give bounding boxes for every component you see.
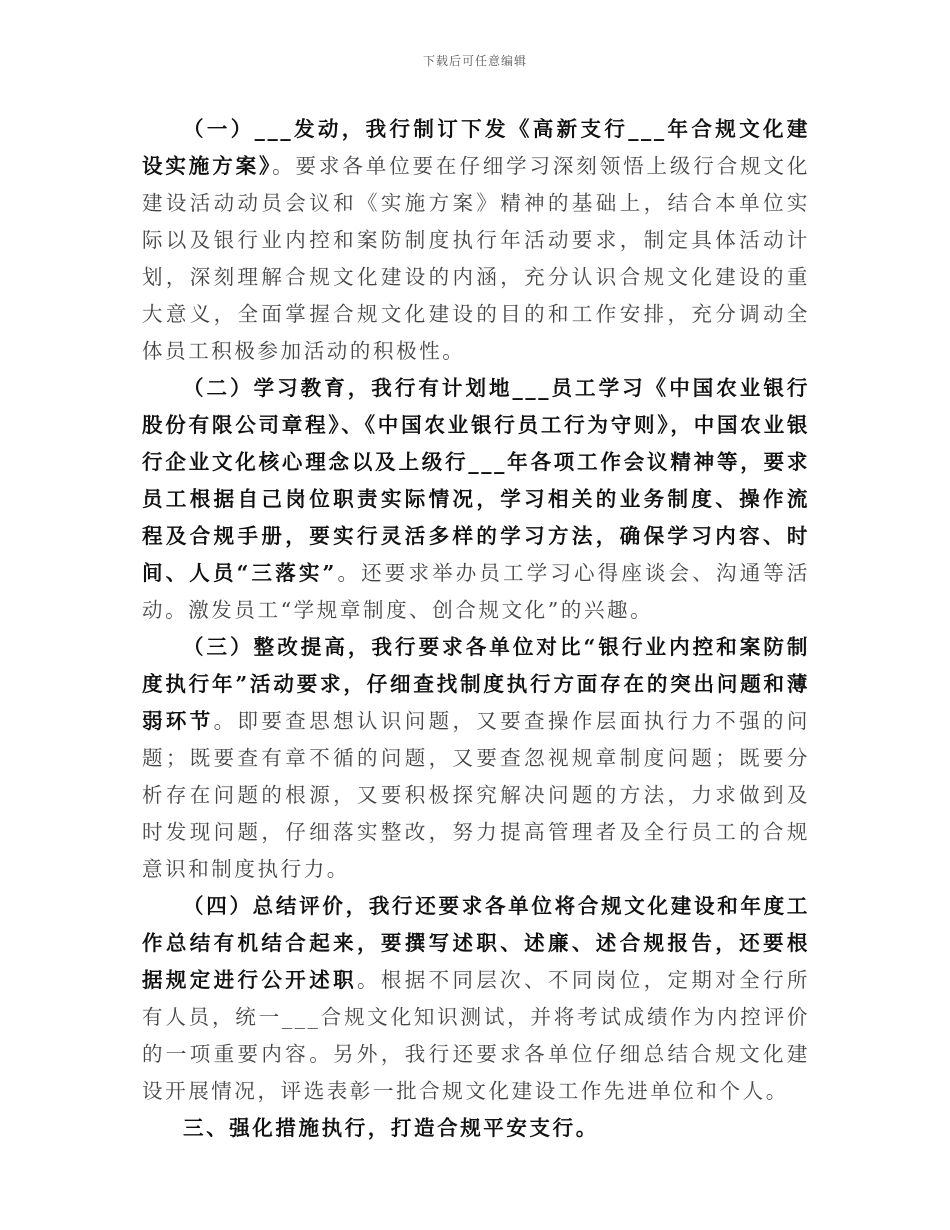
section-2-body: 。还要求举办员工学习心得座谈会、沟通等活动。激发员工“学规章制度、创合规文化”的兴趣。 xyxy=(142,561,811,622)
section-2-lead: （二）学习教育，我行有计划地___员工学习《中国农业银行股份有限公司章程》、《中国农业银行员工行为守则》，中国农业银行企业文化核心理念以及上级行___年各项工作会议精神等，要求员工根据自己岗位职责实际情况，学习相关的业务制度、操作流程及合规手册，要实行灵活多样的学习方法，确保学习内容、时间、人员“三落实” xyxy=(142,376,810,585)
section-3-body: 。即要查思想认识问题，又要查操作层面执行力不强的问题；既要查有章不循的问题，又要查忽视规章制度问题；既要分析存在问题的根源，又要积极探究解决问题的方法，力求做到及时发现问题，仔细落实整改，努力提高管理者及全行员工的合规意识和制度执行力。 xyxy=(142,709,810,881)
section-1-lead: （一）___发动，我行制订下发《高新支行___年合规文化建设实施方案》 xyxy=(142,117,810,178)
page-header: 下载后可任意编辑 xyxy=(422,54,527,68)
section-2-paragraph xyxy=(142,370,810,629)
section-4-paragraph xyxy=(142,888,810,1110)
section-1-paragraph xyxy=(142,111,810,370)
section-1-body: 。要求各单位要在仔细学习深刻领悟上级行合规文化建设活动动员会议和《实施方案》精神的基础上，结合本单位实际以及银行业内控和案防制度执行年活动要求，制定具体活动计划，深刻理解合规文化建设的内涵，充分认识合规文化建设的重大意义，全面掌握合规文化建设的目的和工作安排，充分调动全体员工积极参加活动的积极性。 xyxy=(142,154,810,363)
section-4-lead: （四）总结评价，我行还要求各单位将合规文化建设和年度工作总结有机结合起来，要撰写述职、述廉、述合规报告，还要根据规定进行公开述职 xyxy=(142,894,810,992)
section-heading-3: 三、强化措施执行，打造合规平安支行。 xyxy=(183,1116,599,1140)
document-body xyxy=(142,111,810,1147)
section-3-paragraph xyxy=(142,629,810,888)
section-4-body: 。根据不同层次、不同岗位，定期对全行所有人员，统一___合规文化知识测试，并将考试成绩作为内控评价的一项重要内容。另外，我行还要求各单位仔细总结合规文化建设开展情况，评选表彰一批合规文化建设工作先进单位和个人。 xyxy=(142,968,810,1103)
section-3-lead: （三）整改提高，我行要求各单位对比“银行业内控和案防制度执行年”活动要求，仔细查找制度执行方面存在的突出问题和薄弱环节 xyxy=(142,635,810,733)
